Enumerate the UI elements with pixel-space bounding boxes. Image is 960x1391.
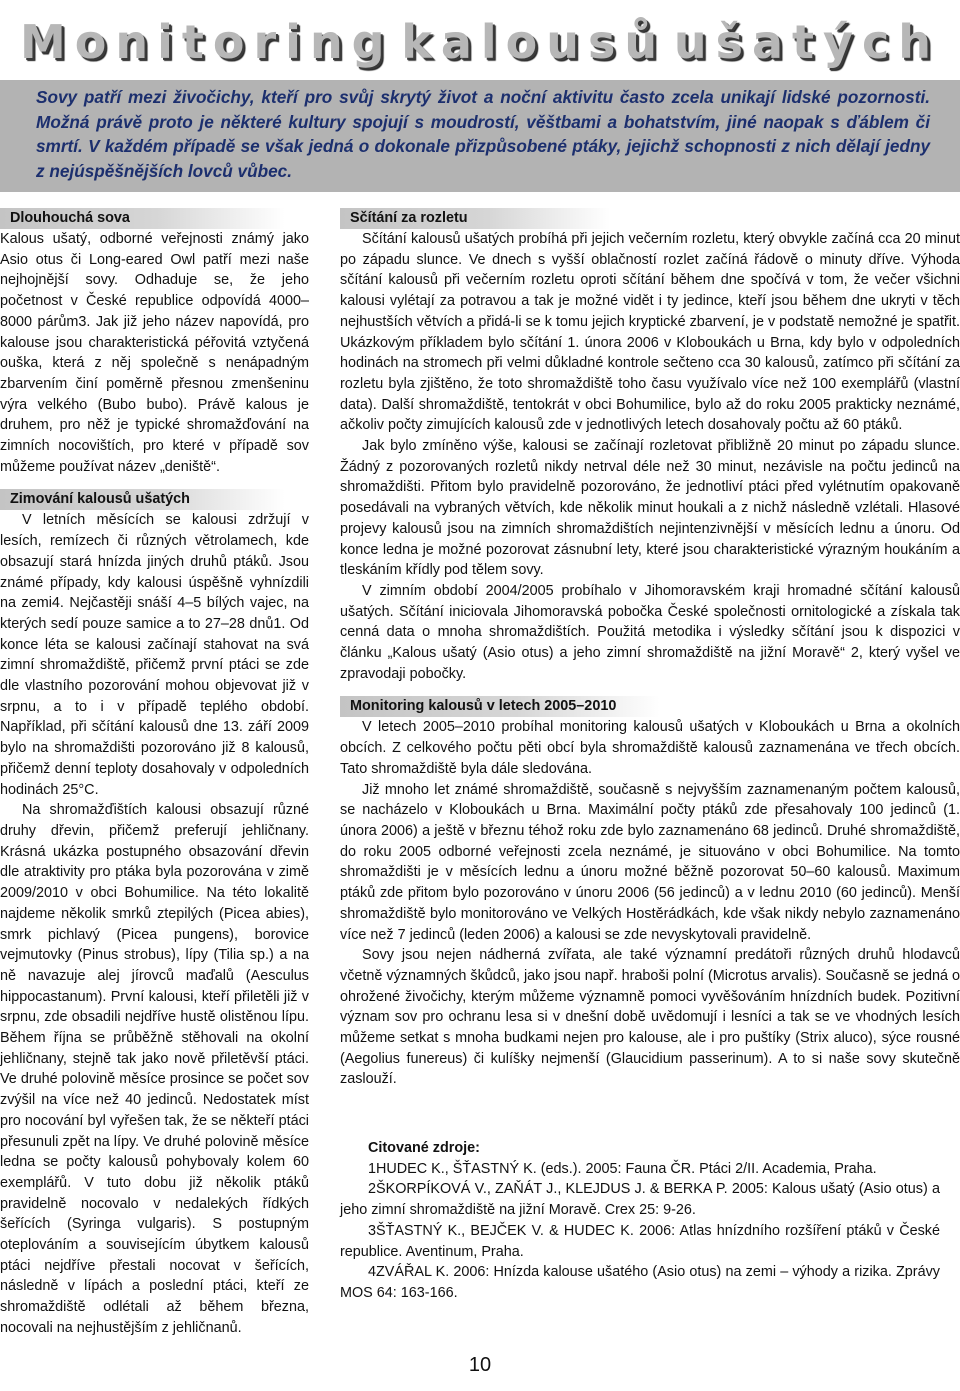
references bbox=[340, 1138, 940, 1304]
section-heading-zimovani: Zimování kalousů ušatých bbox=[0, 489, 285, 510]
paragraph: Na shromažďištích kalousi obsazují různé druhy dřevin, přičemž preferují jehličnany. Krásná ukázka postupného obsazování dřevin dle atraktivity pro ptáka byla pozorována v zimě 2009/2010 v obci Bohumilice. Na této lokalitě najdeme několik smrků ztepilých (Picea abies), smrk pichlavý (Picea pungens), borovice vejmutovky (Pinus strobus), lípy (Tilia sp.) a na ně navazuje alej jírovců maďalů (Aesculus hippocastanum). První kalousi, kteří přiletěli již v srpnu, zde obsadili nejdříve hustě olistěnou lípu. Během října se průběžně stěhovali na okolní jehličnany, stejně tak jako nově přiletěvší ptáci. Ve druhé polovině měsíce prosince se počet sov zvýšil na více než 40 jedinců. Nedostatek míst pro nocování byl vyřešen tak, že se někteří ptáci přesunuli zpět na lípy. Ve druhé polovině měsíce ledna se počty kalousů pohybovaly kolem 60 exemplářů. V tuto dobu již několik ptáků pravidelně nocovalo v nedalekých řídkých šeřících (Syringa vulgaris). S postupným oteplováním a souvisejícím úbytkem kalousů ptáci nejdříve přestali nocovat v šeřících, následně v lípách a poslední ptáci, kteří ze shromaždiště odlétali až během března, nocovali na nejhustějším z jehličnanů. bbox=[0, 802, 309, 1336]
paragraph: Sovy jsou nejen nádherná zvířata, ale také významní predátoři různých druhů hlodavců včetně významných škůdců, jako jsou např. hraboši polní (Microtus arvalis). Současně se jedná o ohrožené živočichy, kterým můžeme významně pomoci vyvěšováním hnízdních budek. Pozitivní význam sov pro ochranu lesa si v dnešní době uvědomují i lesníci a tak se ve vhodných lesích můžeme setkat s mnoha budkami nejen pro kalouse, ale i pro puštíky (Strix aluco), sýce rousné (Aegolius funereus) či kulíšky nejmenší (Glaucidium passerinum). A to si naše sovy skutečně zaslouží. bbox=[340, 947, 960, 1088]
paragraph: V letech 2005–2010 probíhal monitoring kalousů ušatých v Kloboukách u Brna a okolních obcích. Z celkového počtu pěti obcí byla shromaždiště kalousů zaznamenána ve třech obcích. Tato shromaždiště byla dále sledována. bbox=[340, 719, 960, 777]
intro-text: Sovy patří mezi živočichy, kteří pro svůj skrytý život a noční aktivitu často zcela unikají lidské pozornosti. Možná právě proto je některé kultury spojují s moudrostí, věštbami a bohatstvím, jiné naopak s ďáblem či smrtí. V každém případě se však jedná o dokonale přizpůsobené ptáky, jejichž schopnosti z nich dělají jedny z nejúspěšnějších lovců vůbec. bbox=[36, 87, 930, 181]
reference-item: 4ZVÁŘAL K. 2006: Hnízda kalouse ušatého (Asio otus) na zemi – výhody a rizika. Zprávy MOS 64: 163-166. bbox=[340, 1264, 940, 1301]
paragraph: Sčítání kalousů ušatých probíhá při jejich večerním rozletu, který obvykle začíná cca 20 minut po západu slunce. Ve dnech s vyšší oblačností rozlet začíná řádově o minuty dříve. Výhoda sčítání kalousů při večerním rozletu oproti sčítání během dne spočívá v tom, že večer všichni kalousi vylétají za potravou a tak je možné vidět i ty jedince, kteří jsou během dne ukryti v těch nejhustších větvích a přidá-li se k tomu jejich kryptické zbarvení, je v podstatě nemožné je spatřit. Ukázkovým příkladem bylo sčítání 1. února 2006 v Kloboukách u Brna, kdy bylo v odpoledních hodinách na stromech při velmi důkladné kontrole sečteno cca 30 kalousů, zatímco při sčítání za rozletu byla zjištěno, že toto shromaždiště toho času využívalo více než 100 exemplářů (vlastní data). Další shromaždiště, tentokrát v obci Bohumilice, bylo až do roku 2005 prakticky neznámé, ačkoliv počty zimujících kalousů zde v jednotlivých letech dosahovaly počtu až 60 ptáků. bbox=[340, 231, 960, 434]
title-word-2: kalousů bbox=[401, 15, 667, 69]
title-word-3: ušatých bbox=[673, 15, 940, 69]
section-heading-monitoring: Monitoring kalousů v letech 2005–2010 bbox=[340, 696, 660, 717]
title-word-1: Monitoring bbox=[20, 15, 394, 69]
paragraph: V zimním období 2004/2005 probíhalo v Jihomoravském kraji hromadné sčítání kalousů ušatých. Sčítání iniciovala Jihomoravská pobočka České společnosti ornitologické a získala tak cenná data o mnoha shromaždištích. Použitá metodika i výsledky sčítání jsou k dispozici v článku „Kalous ušatý (Asio otus) a jeho zimní shromaždiště na jižní Moravě“ 2, který vyšel ve zpravodaji pobočky. bbox=[340, 582, 960, 682]
page-title bbox=[20, 12, 940, 72]
paragraph: Kalous ušatý, odborné veřejnosti známý jako Asio otus či Long-eared Owl patří mezi naše nejhojnější sovy. Odhaduje se, že jeho početnost v České republice odpovídá 4000–8000 párům3. Jak již jeho název napovídá, pro kalouse jsou charakteristická péřovitá vztyčená ouška, která z něj společně s nenápadným zbarvením činí poměrně přesnou zmenšeninu výra velkého (Bubo bubo). Právě kalous je druhem, pro něž je typické shromažďování na zimních nocovištích, pro které v případě sov můžeme používat název „deniště“. bbox=[0, 231, 309, 475]
right-column bbox=[340, 206, 960, 1090]
section-heading-dlouhoucha-sova: Dlouhouchá sova bbox=[0, 208, 285, 229]
left-column bbox=[0, 206, 309, 1339]
paragraph: Jak bylo zmíněno výše, kalousi se začínají rozletovat přibližně 20 minut po západu slunce. Žádný z pozorovaných rozletů nikdy netrval déle než 30 minut, nezávisle na počtu jedinců na shromaždišti. Přitom bylo pravidelně pozorováno, že jednotliví ptáci před vylétnutím opakovaně posedávali na vybraných větvích, kde několik minut houkali a z nichž následně vzlétali. Hlasové projevy kalousů jsou na zimních shromaždištích nejintenzivnější v měsících lednu a únoru. Od konce ledna je možné pozorovat zásnubní lety, které jsou charakteristické výrazným houkáním a tleskáním křídly pod tělem sovy. bbox=[340, 438, 960, 579]
paragraph: V letních měsících se kalousi zdržují v lesích, remízech či různých větrolamech, kde obsazují stará hnízda jiných druhů ptáků. Jsou známé případy, kdy kalousi úspěšně vyhnízdili na zemi4. Nejčastěji snáší 4–5 bílých vajec, na kterých sedí pouze samice a to 27–28 dnů1. Od konce léta se kalousi začínají stahovat na svá zimní shromaždiště, přičemž první ptáci se zde dle vlastního pozorování mohou objevovat již v srpnu, a to i v případě teplého období. Například, při sčítání kalousů dne 13. září 2009 bylo na shromaždišti pozorováno již 8 kalousů, přičemž denní teploty dosahovaly v odpoledních hodinách 25°C. bbox=[0, 512, 309, 798]
reference-item: 3ŠŤASTNÝ K., BEJČEK V. & HUDEC K. 2006: Atlas hnízdního rozšíření ptáků v České republice. Aventinum, Praha. bbox=[340, 1222, 940, 1260]
reference-item: 2ŠKORPÍKOVÁ V., ZAŇÁT J., KLEJDUS J. & BERKA P. 2005: Kalous ušatý (Asio otus) a jeho zimní shromaždiště na jižní Moravě. Crex 25: 9-26. bbox=[340, 1181, 940, 1219]
references-heading: Citované zdroje: bbox=[368, 1140, 480, 1156]
paragraph: Již mnoho let známé shromaždiště, současně s nejvyšším zaznamenaným počtem kalousů, se nacházelo v Kloboukách u Brna. Maximální počty ptáků zde přesahovaly 100 jedinců (1. února 2006) a ještě v březnu téhož roku zde bylo zaznamenáno 68 jedinců. Druhé shromaždiště, do roku 2005 odborné veřejnosti zcela neznámé, je situováno v obci Bohumilice. Na tomto shromaždišti je v měsících lednu a únoru možné běžně pozorovat 50–60 kalousů. Maximum ptáků zde přitom bylo pozorováno v únoru 2006 (56 jedinců) a v lednu 2010 (60 jedinců). Menší shromaždiště bylo monitorováno ve Velkých Hostěrádkách, kde však nikdy nebylo zaznamenáno více než 7 jedinců (leden 2006) a kalousi se zde nevyskytovali pravidelně. bbox=[340, 781, 960, 943]
page-number: 10 bbox=[468, 1354, 492, 1376]
section-heading-scitani: Sčítání za rozletu bbox=[340, 208, 610, 229]
reference-item: 1HUDEC K., ŠŤASTNÝ K. (eds.). 2005: Fauna ČR. Ptáci 2/II. Academia, Praha. bbox=[368, 1160, 877, 1177]
intro-box bbox=[0, 80, 960, 192]
